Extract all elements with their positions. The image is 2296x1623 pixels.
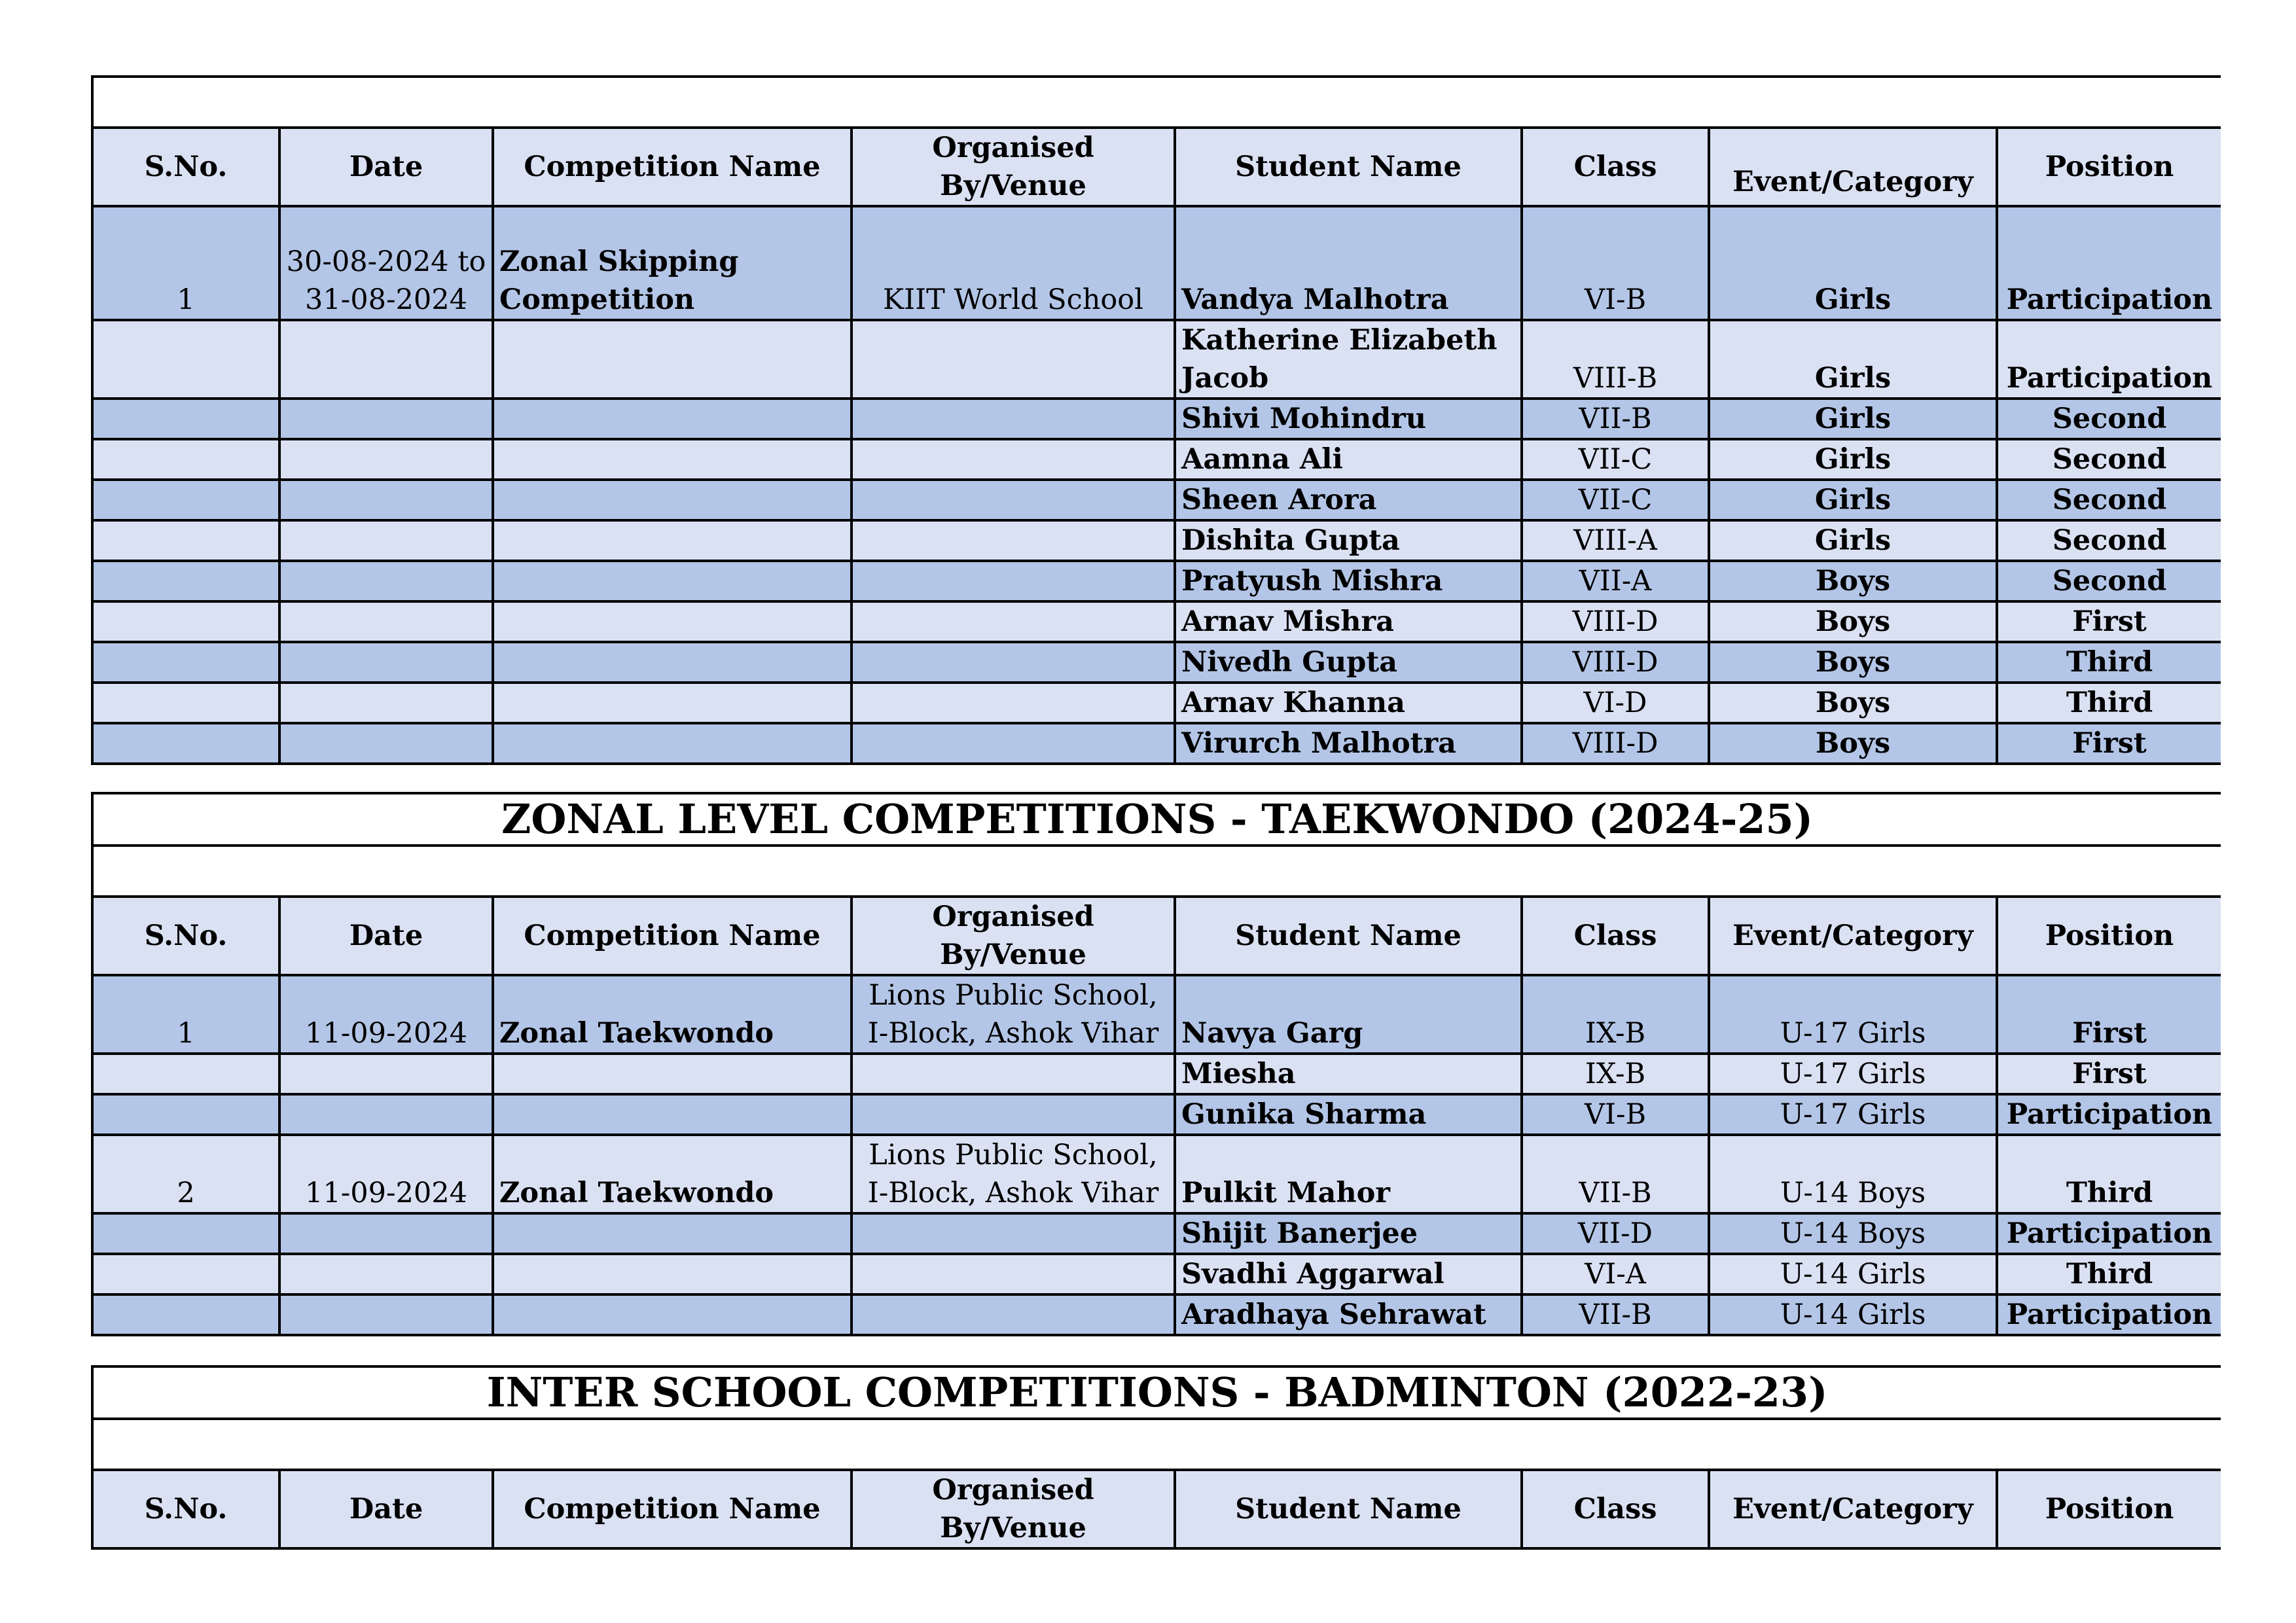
cell-competition: Zonal Skipping Competition [493,206,852,320]
table-row [92,1213,2221,1254]
cell-competition [493,520,852,561]
table-row [92,480,2221,520]
col-class: Class [1522,128,1709,206]
cell-venue [852,723,1175,764]
col-class: Class [1522,897,1709,975]
cell-position: Third [1997,642,2221,683]
table-row [92,439,2221,480]
cell-date: 11-09-2024 [279,975,493,1054]
col-date: Date [279,897,493,975]
cell-date [279,1213,493,1254]
cell-student: Shivi Mohindru [1175,399,1522,439]
cell-event: U-17 Girls [1709,1094,1997,1135]
cell-student: Aamna Ali [1175,439,1522,480]
col-event: Event/Category [1709,897,1997,975]
cell-date [279,683,493,723]
cell-event: U-17 Girls [1709,1054,1997,1094]
section-title: INTER SCHOOL COMPETITIONS - BADMINTON (2022-23) [92,1366,2221,1419]
cell-venue [852,1094,1175,1135]
cell-student: Pratyush Mishra [1175,561,1522,601]
section-title: ZONAL LEVEL COMPETITIONS - TAEKWONDO (2024-25) [92,793,2221,846]
cell-event: U-14 Boys [1709,1213,1997,1254]
blank-row [92,846,2221,897]
badminton-table-block [91,1365,2219,1550]
cell-date [279,1094,493,1135]
cell-date [279,439,493,480]
cell-venue [852,642,1175,683]
col-student: Student Name [1175,1470,1522,1548]
table-row [92,683,2221,723]
cell-student: Svadhi Aggarwal [1175,1254,1522,1294]
cell-student: Katherine Elizabeth Jacob [1175,320,1522,399]
cell-competition [493,399,852,439]
cell-sno: 1 [92,975,279,1054]
skipping-table-block [91,75,2219,765]
cell-competition [493,561,852,601]
header-row [92,1470,2221,1548]
cell-event: Boys [1709,561,1997,601]
cell-class: VIII-D [1522,723,1709,764]
cell-position: Second [1997,480,2221,520]
cell-position: First [1997,601,2221,642]
cell-event: Boys [1709,642,1997,683]
cell-position: Second [1997,439,2221,480]
cell-event: Boys [1709,601,1997,642]
cell-sno: 1 [92,206,279,320]
skipping-table [91,75,2221,765]
cell-class: VIII-D [1522,642,1709,683]
cell-student: Pulkit Mahor [1175,1135,1522,1213]
cell-class: VIII-D [1522,601,1709,642]
cell-class: VII-B [1522,1294,1709,1335]
cell-date [279,520,493,561]
cell-class: VII-B [1522,399,1709,439]
cell-venue [852,561,1175,601]
col-event: Event/Category [1709,1470,1997,1548]
cell-class: VII-A [1522,561,1709,601]
cell-student: Miesha [1175,1054,1522,1094]
cell-competition [493,439,852,480]
cell-date [279,320,493,399]
table-row [92,1294,2221,1335]
cell-event: U-14 Girls [1709,1254,1997,1294]
cell-date [279,399,493,439]
cell-event: Girls [1709,480,1997,520]
col-venue: Organised By/Venue [852,897,1175,975]
cell-position: Second [1997,399,2221,439]
col-position: Position [1997,1470,2221,1548]
cell-competition [493,1213,852,1254]
cell-student: Virurch Malhotra [1175,723,1522,764]
cell-sno [92,1213,279,1254]
cell-competition [493,723,852,764]
cell-competition [493,1094,852,1135]
cell-sno [92,439,279,480]
cell-venue [852,683,1175,723]
cell-position: Participation [1997,320,2221,399]
table-row [92,520,2221,561]
table-row [92,975,2221,1054]
cell-venue: Lions Public School, I-Block, Ashok Vihar [852,975,1175,1054]
cell-class: VII-B [1522,1135,1709,1213]
cell-class: VIII-B [1522,320,1709,399]
table-row [92,1254,2221,1294]
col-student: Student Name [1175,897,1522,975]
cell-sno [92,561,279,601]
cell-date [279,1294,493,1335]
cell-competition [493,642,852,683]
table-row [92,1135,2221,1213]
cell-student: Navya Garg [1175,975,1522,1054]
col-event: Event/Category [1709,128,1997,206]
table-row [92,601,2221,642]
cell-class: VI-A [1522,1254,1709,1294]
cell-sno [92,1094,279,1135]
cell-competition [493,480,852,520]
cell-competition [493,1254,852,1294]
cell-venue [852,1254,1175,1294]
cell-student: Shijit Banerjee [1175,1213,1522,1254]
cell-student: Aradhaya Sehrawat [1175,1294,1522,1335]
cell-venue [852,399,1175,439]
cell-event: Boys [1709,723,1997,764]
cell-competition [493,1294,852,1335]
cell-sno [92,723,279,764]
cell-class: IX-B [1522,975,1709,1054]
col-class: Class [1522,1470,1709,1548]
col-venue: Organised By/Venue [852,128,1175,206]
cell-sno [92,642,279,683]
cell-competition [493,320,852,399]
cell-date [279,601,493,642]
col-competition: Competition Name [493,128,852,206]
cell-date: 11-09-2024 [279,1135,493,1213]
cell-date: 30-08-2024 to 31-08-2024 [279,206,493,320]
cell-event: U-14 Boys [1709,1135,1997,1213]
col-sno: S.No. [92,1470,279,1548]
cell-date [279,1254,493,1294]
taekwondo-table [91,792,2221,1336]
cell-sno [92,683,279,723]
cell-student: Arnav Mishra [1175,601,1522,642]
cell-venue [852,439,1175,480]
cell-event: Boys [1709,683,1997,723]
cell-date [279,480,493,520]
cell-sno: 2 [92,1135,279,1213]
cell-position: Third [1997,683,2221,723]
col-position: Position [1997,128,2221,206]
table-row [92,1054,2221,1094]
cell-sno [92,1054,279,1094]
cell-sno [92,601,279,642]
cell-position: Participation [1997,1294,2221,1335]
cell-event: U-14 Girls [1709,1294,1997,1335]
cell-class: VII-C [1522,439,1709,480]
section-title-row [92,1366,2221,1419]
section-title-row [92,793,2221,846]
table-row [92,723,2221,764]
cell-student: Vandya Malhotra [1175,206,1522,320]
cell-position: Third [1997,1254,2221,1294]
cell-sno [92,480,279,520]
cell-class: VI-D [1522,683,1709,723]
cell-date [279,561,493,601]
cell-competition: Zonal Taekwondo [493,975,852,1054]
cell-date [279,1054,493,1094]
blank-row [92,77,2221,128]
cell-student: Arnav Khanna [1175,683,1522,723]
cell-sno [92,1254,279,1294]
cell-event: Girls [1709,206,1997,320]
cell-competition: Zonal Taekwondo [493,1135,852,1213]
cell-position: Third [1997,1135,2221,1213]
cell-event: U-17 Girls [1709,975,1997,1054]
table-row [92,642,2221,683]
cell-student: Sheen Arora [1175,480,1522,520]
header-row [92,897,2221,975]
col-competition: Competition Name [493,897,852,975]
taekwondo-table-block [91,792,2219,1336]
cell-position: First [1997,1054,2221,1094]
cell-student: Gunika Sharma [1175,1094,1522,1135]
cell-venue [852,480,1175,520]
cell-position: Participation [1997,1213,2221,1254]
cell-class: VI-B [1522,206,1709,320]
cell-venue [852,1054,1175,1094]
cell-student: Nivedh Gupta [1175,642,1522,683]
cell-class: IX-B [1522,1054,1709,1094]
header-row [92,128,2221,206]
table-row [92,320,2221,399]
cell-sno [92,1294,279,1335]
cell-venue [852,520,1175,561]
cell-sno [92,520,279,561]
cell-date [279,723,493,764]
cell-position: Participation [1997,1094,2221,1135]
cell-venue [852,320,1175,399]
cell-date [279,642,493,683]
table-row [92,206,2221,320]
cell-class: VI-B [1522,1094,1709,1135]
cell-competition [493,601,852,642]
col-sno: S.No. [92,128,279,206]
cell-student: Dishita Gupta [1175,520,1522,561]
cell-venue [852,1294,1175,1335]
col-student: Student Name [1175,128,1522,206]
cell-competition [493,1054,852,1094]
cell-venue [852,1213,1175,1254]
cell-event: Girls [1709,399,1997,439]
cell-venue: KIIT World School [852,206,1175,320]
cell-class: VII-D [1522,1213,1709,1254]
cell-sno [92,320,279,399]
table-row [92,399,2221,439]
cell-class: VIII-A [1522,520,1709,561]
cell-sno [92,399,279,439]
cell-venue [852,601,1175,642]
col-date: Date [279,1470,493,1548]
cell-competition [493,683,852,723]
cell-position: First [1997,975,2221,1054]
cell-event: Girls [1709,520,1997,561]
col-venue: Organised By/Venue [852,1470,1175,1548]
cell-position: Second [1997,520,2221,561]
blank-row [92,1419,2221,1470]
cell-event: Girls [1709,320,1997,399]
col-competition: Competition Name [493,1470,852,1548]
cell-class: VII-C [1522,480,1709,520]
col-position: Position [1997,897,2221,975]
table-row [92,561,2221,601]
col-date: Date [279,128,493,206]
cell-venue: Lions Public School, I-Block, Ashok Vihar [852,1135,1175,1213]
cell-event: Girls [1709,439,1997,480]
cell-position: Participation [1997,206,2221,320]
col-sno: S.No. [92,897,279,975]
cell-position: First [1997,723,2221,764]
badminton-table [91,1365,2221,1550]
table-row [92,1094,2221,1135]
cell-position: Second [1997,561,2221,601]
